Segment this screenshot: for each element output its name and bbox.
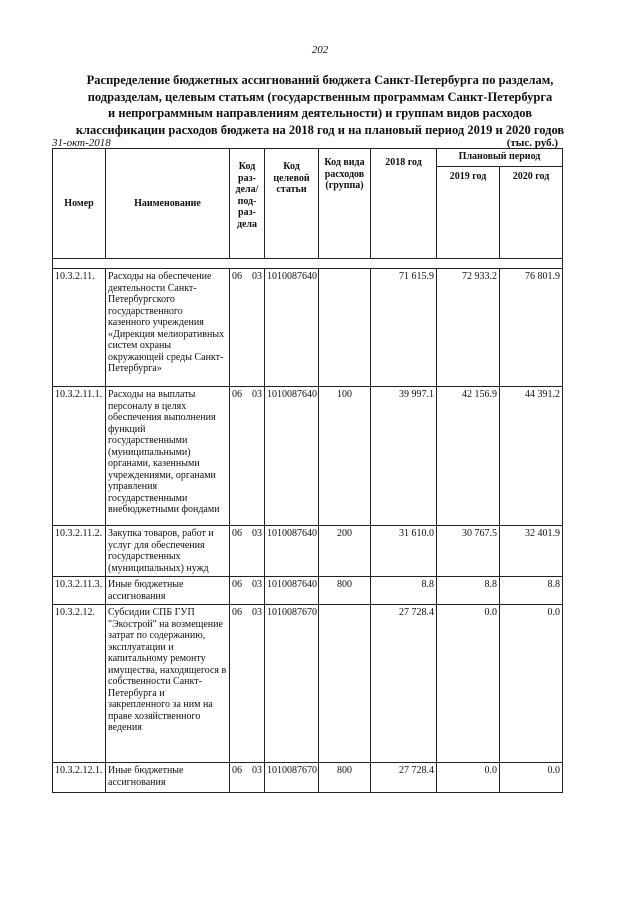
title-line: классификации расходов бюджета на 2018 год и на плановый период 2019 и 2020 годов (75, 122, 565, 137)
row-target: 1010087640 (265, 387, 319, 526)
row-target: 1010087640 (265, 269, 319, 387)
subsection-code: 03 (252, 607, 262, 618)
row-target: 1010087640 (265, 526, 319, 577)
row-name: Иные бюджетные ассигнования (106, 577, 230, 605)
table-header (53, 149, 563, 269)
row-kind (319, 605, 371, 763)
budget-table (52, 148, 563, 793)
section-code: 06 (232, 389, 242, 400)
title-line: Распределение бюджетных ассигнований бюджета Санкт-Петербурга по разделам, (86, 73, 554, 87)
document-date: 31-окт-2018 (52, 137, 111, 149)
section-code: 06 (232, 528, 242, 539)
header-target: Код целевой статьи (265, 149, 319, 259)
table-row (53, 387, 563, 526)
header-kind: Код вида расходов (группа) (319, 149, 371, 259)
row-target: 1010087670 (265, 763, 319, 793)
row-number: 10.3.2.11.1. (53, 387, 106, 526)
row-section (230, 577, 265, 605)
document-title (50, 72, 590, 138)
row-2018: 71 615.9 (371, 269, 437, 387)
page-number: 202 (311, 44, 329, 56)
table-row (53, 269, 563, 387)
row-2020: 0.0 (500, 605, 563, 763)
subsection-code: 03 (252, 271, 262, 282)
row-kind: 100 (319, 387, 371, 526)
table-row (53, 577, 563, 605)
row-kind: 800 (319, 577, 371, 605)
row-name: Расходы на обеспечение деятельности Санкт-Петербургского государственного казенного учреждения «Дирекция мелиоративных систем охраны окружающей среды Санкт-Петербурга» (106, 269, 230, 387)
row-number: 10.3.2.11.3. (53, 577, 106, 605)
title-line: и непрограммным направлениям деятельности) и группам видов расходов (108, 106, 532, 120)
table-row (53, 526, 563, 577)
row-2019: 42 156.9 (437, 387, 500, 526)
title-line: подразделам, целевым статьям (государственным программам Санкт-Петербурга (87, 89, 553, 104)
header-planned: Плановый период (437, 149, 563, 167)
row-section (230, 763, 265, 793)
row-target: 1010087640 (265, 577, 319, 605)
row-2019: 8.8 (437, 577, 500, 605)
row-name: Закупка товаров, работ и услуг для обеспечения государственных (муниципальных) нужд (106, 526, 230, 577)
row-2018: 31 610.0 (371, 526, 437, 577)
subsection-code: 03 (252, 528, 262, 539)
table-body (53, 269, 563, 793)
row-number: 10.3.2.11. (53, 269, 106, 387)
subsection-code: 03 (252, 765, 262, 776)
row-2020: 44 391.2 (500, 387, 563, 526)
row-kind (319, 269, 371, 387)
header-2018: 2018 год (371, 149, 437, 259)
row-target: 1010087670 (265, 605, 319, 763)
row-2020: 76 801.9 (500, 269, 563, 387)
row-number: 10.3.2.12.1. (53, 763, 106, 793)
row-2019: 72 933.2 (437, 269, 500, 387)
row-section (230, 526, 265, 577)
row-name: Субсидии СПБ ГУП "Экострой" на возмещение затрат по содержанию, эксплуатации и капитальному ремонту имущества, находящегося в собственности Санкт-Петербурга и закрепленного за ним на праве хозяйственного ведения (106, 605, 230, 763)
header-2020: 2020 год (500, 167, 563, 259)
row-2020: 32 401.9 (500, 526, 563, 577)
row-2018: 27 728.4 (371, 763, 437, 793)
row-name: Расходы на выплаты персоналу в целях обеспечения выполнения функций государственными (муниципальными) органами, казенными учреждениями, органами управления государственными внебюджетными фондами (106, 387, 230, 526)
row-kind: 200 (319, 526, 371, 577)
header-section: Код раз-дела/ под-раз-дела (230, 149, 265, 259)
row-number: 10.3.2.11.2. (53, 526, 106, 577)
section-code: 06 (232, 765, 242, 776)
row-section (230, 269, 265, 387)
row-2019: 30 767.5 (437, 526, 500, 577)
row-section (230, 605, 265, 763)
header-spacer (53, 259, 563, 269)
row-2019: 0.0 (437, 605, 500, 763)
row-number: 10.3.2.12. (53, 605, 106, 763)
row-2018: 27 728.4 (371, 605, 437, 763)
units-label: (тыс. руб.) (506, 137, 558, 149)
row-2019: 0.0 (437, 763, 500, 793)
row-name: Иные бюджетные ассигнования (106, 763, 230, 793)
header-2019: 2019 год (437, 167, 500, 259)
section-code: 06 (232, 579, 242, 590)
row-kind: 800 (319, 763, 371, 793)
table-row (53, 763, 563, 793)
subsection-code: 03 (252, 389, 262, 400)
row-2018: 8.8 (371, 577, 437, 605)
table-row (53, 605, 563, 763)
row-2020: 0.0 (500, 763, 563, 793)
subsection-code: 03 (252, 579, 262, 590)
header-number: Номер (53, 149, 106, 259)
row-section (230, 387, 265, 526)
section-code: 06 (232, 271, 242, 282)
section-code: 06 (232, 607, 242, 618)
row-2018: 39 997.1 (371, 387, 437, 526)
header-name: Наименование (106, 149, 230, 259)
row-2020: 8.8 (500, 577, 563, 605)
